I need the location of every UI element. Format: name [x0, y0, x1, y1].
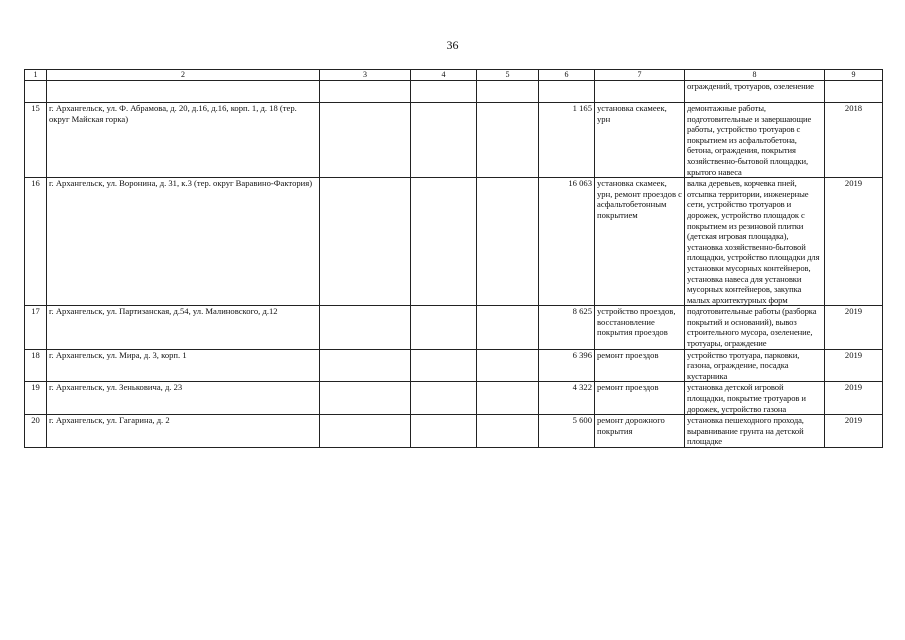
cell-amount: 4 322: [539, 382, 595, 415]
cell-empty: [25, 81, 47, 103]
cell-col4: [411, 103, 477, 178]
column-header: 8: [685, 70, 825, 81]
cell-address: г. Архангельск, ул. Воронина, д. 31, к.3 (тер. округ Варавино-Фактория): [47, 178, 320, 306]
column-header: 4: [411, 70, 477, 81]
cell-work: ремонт дорожного покрытия: [595, 415, 685, 448]
column-header: 2: [47, 70, 320, 81]
table-row: [25, 306, 883, 349]
column-header: 7: [595, 70, 685, 81]
cell-empty: [595, 81, 685, 103]
cell-empty: [539, 81, 595, 103]
cell-work: установка скамеек, урн, ремонт проездов с асфальтобетонным покрытием: [595, 178, 685, 306]
cell-col3: [320, 415, 411, 448]
cell-amount: 8 625: [539, 306, 595, 349]
cell-empty: [47, 81, 320, 103]
cell-year: 2019: [825, 415, 883, 448]
cell-col3: [320, 103, 411, 178]
registry-table: [24, 69, 883, 448]
column-header: 6: [539, 70, 595, 81]
cell-col4: [411, 415, 477, 448]
cell-address: г. Архангельск, ул. Гагарина, д. 2: [47, 415, 320, 448]
cell-col5: [477, 178, 539, 306]
cell-number: 20: [25, 415, 47, 448]
cell-details: устройство тротуара, парковки, газона, ограждение, посадка кустарника: [685, 349, 825, 382]
column-header: 5: [477, 70, 539, 81]
cell-col3: [320, 349, 411, 382]
table-row: [25, 382, 883, 415]
cell-col5: [477, 415, 539, 448]
cell-number: 15: [25, 103, 47, 178]
cell-amount: 16 063: [539, 178, 595, 306]
cell-details: установка пешеходного прохода, выравнивание грунта на детской площадке: [685, 415, 825, 448]
cell-number: 18: [25, 349, 47, 382]
table-row: [25, 349, 883, 382]
cell-address: г. Архангельск, ул. Мира, д. 3, корп. 1: [47, 349, 320, 382]
cell-col5: [477, 349, 539, 382]
cell-address: г. Архангельск, ул. Партизанская, д.54, ул. Малиновского, д.12: [47, 306, 320, 349]
cell-details: ограждений, тротуаров, озеленение: [685, 81, 825, 103]
cell-empty: [320, 81, 411, 103]
cell-details: подготовительные работы (разборка покрытий и оснований), вывоз строительного мусора, озеленение, тротуары, ограждение: [685, 306, 825, 349]
cell-work: установка скамеек, урн: [595, 103, 685, 178]
cell-col4: [411, 349, 477, 382]
cell-col4: [411, 382, 477, 415]
cell-col5: [477, 103, 539, 178]
cell-col3: [320, 306, 411, 349]
column-header: 9: [825, 70, 883, 81]
cell-work: ремонт проездов: [595, 349, 685, 382]
cell-work: устройство проездов, восстановление покрытия проездов: [595, 306, 685, 349]
cell-details: демонтажные работы, подготовительные и завершающие работы, устройство тротуаров с покрытием из асфальтобетона, бетона, ограждения, покрытия хозяйственно-бытовой площадки, крытого навеса: [685, 103, 825, 178]
cell-details: валка деревьев, корчевка пней, отсыпка территории, инженерные сети, устройство тротуаров и дорожек, устройство площадок с покрытием из резиновой плитки (детская игровая площадка), установка хозяйственно-бытовой площадки, устройство площадки для установки мусорных контейнеров, установка навеса для установки мусорных контейнеров, закупка малых архитектурных форм: [685, 178, 825, 306]
page-number: 36: [446, 38, 459, 52]
cell-col3: [320, 382, 411, 415]
column-header: 1: [25, 70, 47, 81]
cell-year: 2019: [825, 382, 883, 415]
column-header: 3: [320, 70, 411, 81]
cell-number: 17: [25, 306, 47, 349]
cell-amount: 1 165: [539, 103, 595, 178]
cell-number: 16: [25, 178, 47, 306]
table-row: [25, 415, 883, 448]
cell-amount: 6 396: [539, 349, 595, 382]
cell-empty: [477, 81, 539, 103]
cell-empty: [411, 81, 477, 103]
cell-col4: [411, 178, 477, 306]
column-number-row: [25, 70, 883, 81]
cell-year: 2019: [825, 178, 883, 306]
cell-year: 2019: [825, 306, 883, 349]
table-row: [25, 178, 883, 306]
cell-amount: 5 600: [539, 415, 595, 448]
continued-row: [25, 81, 883, 103]
cell-address: г. Архангельск, ул. Зеньковича, д. 23: [47, 382, 320, 415]
cell-col5: [477, 306, 539, 349]
cell-col5: [477, 382, 539, 415]
cell-col4: [411, 306, 477, 349]
cell-col3: [320, 178, 411, 306]
cell-year: 2019: [825, 349, 883, 382]
table-row: [25, 103, 883, 178]
cell-details: установка детской игровой площадки, покрытие тротуаров и дорожек, устройство газона: [685, 382, 825, 415]
cell-work: ремонт проездов: [595, 382, 685, 415]
cell-number: 19: [25, 382, 47, 415]
cell-year: 2018: [825, 103, 883, 178]
cell-empty: [825, 81, 883, 103]
cell-address: г. Архангельск, ул. Ф. Абрамова, д. 20, д.16, д.16, корп. 1, д. 18 (тер. округ Майская горка): [47, 103, 320, 178]
